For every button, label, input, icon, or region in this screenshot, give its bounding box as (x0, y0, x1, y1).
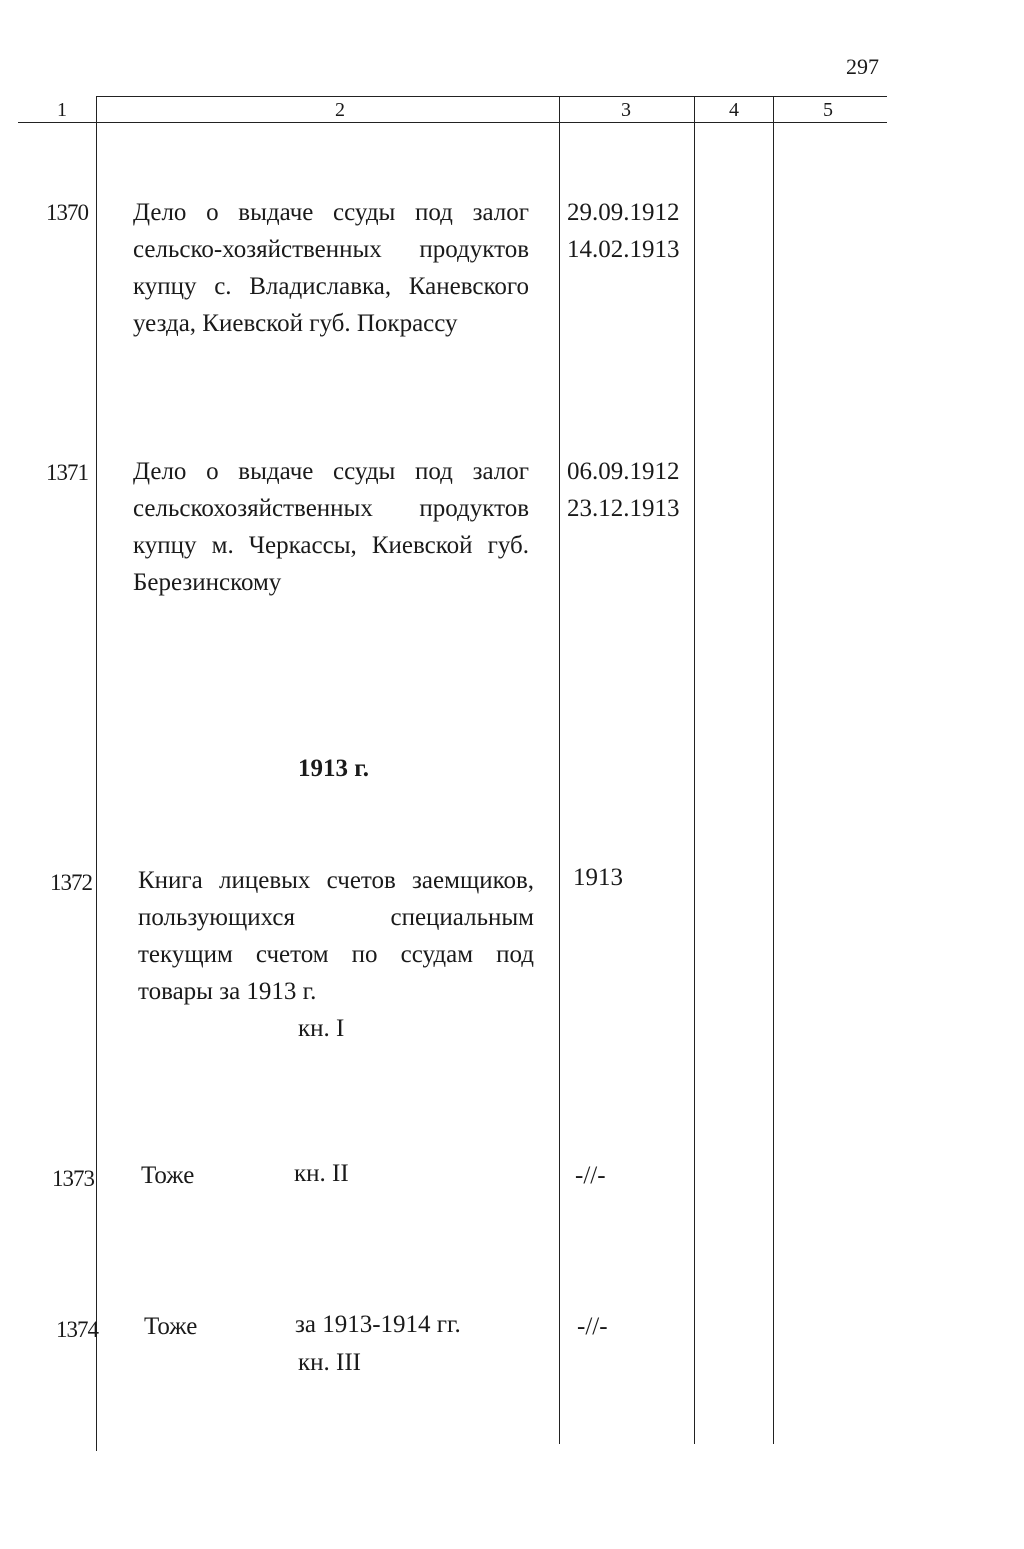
year-heading: 1913 г. (298, 755, 370, 782)
description-line: текущим счетом по ссудам под (138, 941, 534, 968)
header-top-rule (97, 96, 887, 97)
column-header-1: 1 (57, 99, 67, 121)
record-description (138, 862, 534, 1010)
column-header-4: 4 (729, 99, 739, 121)
record-date: 1913 (573, 864, 623, 891)
record-description (133, 453, 529, 601)
record-title: Тоже (141, 1162, 195, 1189)
record-number: 1371 (46, 460, 88, 485)
description-line: пользующихся специальным (138, 904, 534, 931)
volume-label: кн. III (298, 1349, 362, 1376)
record-number: 1372 (50, 870, 92, 895)
column-rule-3 (694, 96, 695, 1444)
description-line: Дело о выдаче ссуды под залог (133, 458, 529, 485)
description-line: сельскохозяйственных продуктов (133, 495, 529, 522)
column-header-5: 5 (823, 99, 833, 121)
record-number: 1370 (46, 200, 88, 225)
start-date: 06.09.1912 (567, 458, 680, 485)
record-number: 1374 (56, 1317, 98, 1342)
record-title: Тоже (144, 1313, 198, 1340)
column-rule-4 (773, 96, 774, 1444)
column-header-3: 3 (621, 99, 631, 121)
description-line: Березинскому (133, 569, 282, 596)
description-line: купцу м. Черкассы, Киевской губ. (133, 532, 529, 559)
end-date: 23.12.1913 (567, 495, 680, 522)
description-line: сельско-хозяйственных продуктов (133, 236, 529, 263)
record-date: -//- (577, 1313, 608, 1340)
volume-label: кн. II (294, 1160, 349, 1187)
column-header-2: 2 (335, 99, 345, 121)
description-line: Книга лицевых счетов заемщиков, (138, 867, 534, 894)
description-line: купцу с. Владиславка, Каневского (133, 273, 529, 300)
record-date: -//- (575, 1162, 606, 1189)
description-line: уезда, Киевской губ. Покрассу (133, 310, 458, 337)
description-line: Дело о выдаче ссуды под залог (133, 199, 529, 226)
start-date: 29.09.1912 (567, 199, 680, 226)
header-bottom-rule (18, 122, 887, 123)
record-description (133, 194, 529, 342)
column-rule-2 (559, 96, 560, 1444)
end-date: 14.02.1913 (567, 236, 680, 263)
column-rule-1 (96, 96, 97, 1451)
record-period: за 1913-1914 гг. (295, 1311, 461, 1338)
page-number: 297 (846, 54, 879, 79)
volume-label: кн. I (298, 1015, 345, 1042)
record-dates (567, 453, 680, 527)
record-number: 1373 (52, 1166, 94, 1191)
record-dates (567, 194, 680, 268)
description-line: товары за 1913 г. (138, 978, 317, 1005)
